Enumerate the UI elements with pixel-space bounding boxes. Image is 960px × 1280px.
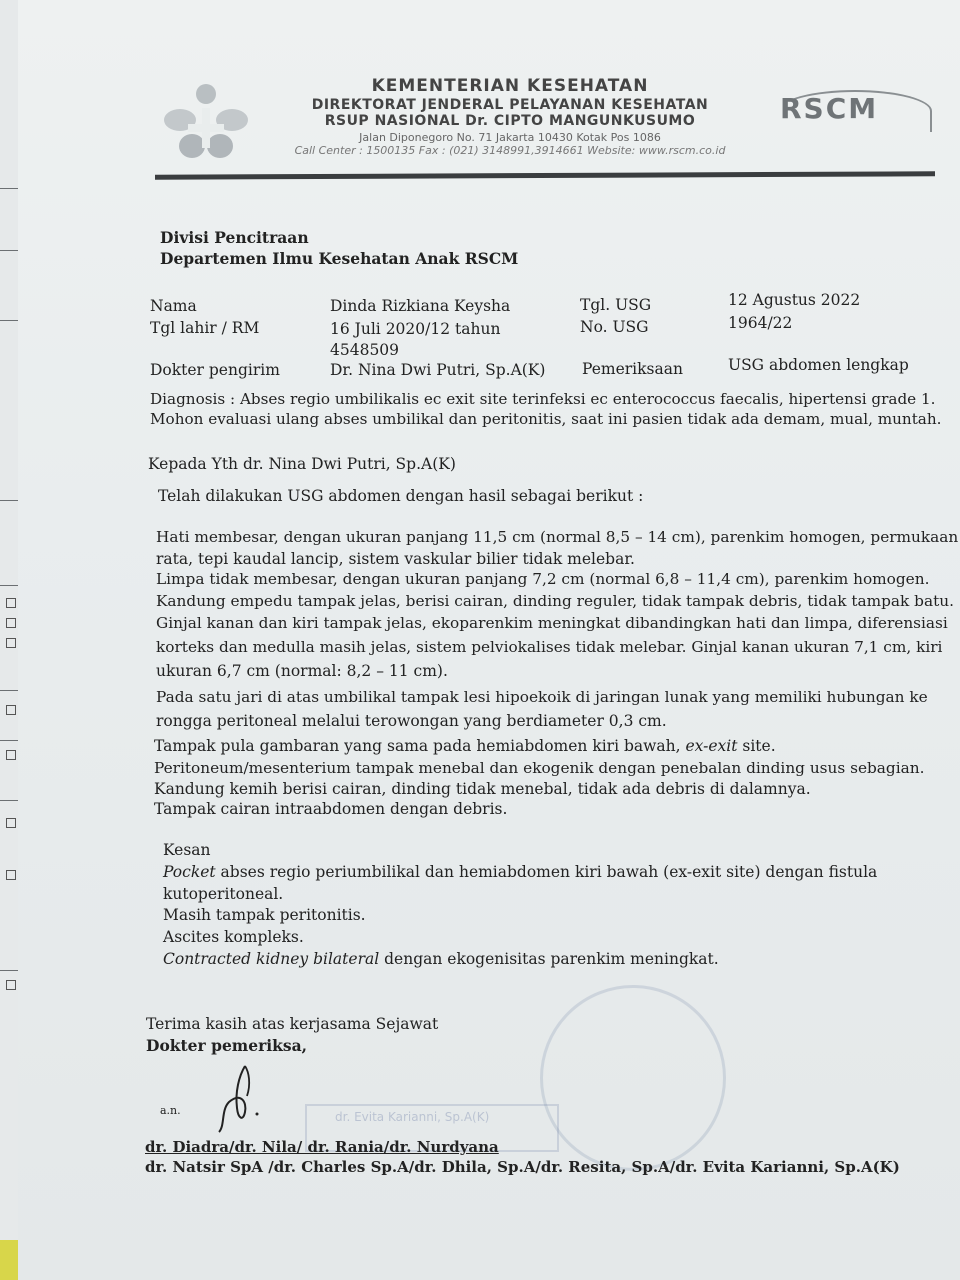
- kesan-title: Kesan: [163, 841, 211, 859]
- kesan-line: [163, 950, 719, 968]
- dokter-pengirim-label: Dokter pengirim: [150, 361, 280, 379]
- nama-label: Nama: [150, 297, 197, 315]
- thanks-text: Terima kasih atas kerjasama Sejawat: [146, 1015, 439, 1033]
- kesan-italic: Contracted kidney bilateral: [163, 950, 380, 968]
- finding-line: Kandung kemih berisi cairan, dinding tidak menebal, tidak ada debris di dalamnya.: [154, 780, 811, 798]
- finding-line: Limpa tidak membesar, dengan ukuran panjang 7,2 cm (normal 6,8 – 11,4 cm), parenkim homogen.: [156, 570, 930, 588]
- finding-text: Tampak pula gambaran yang sama pada hemiabdomen kiri bawah,: [154, 737, 686, 755]
- pemeriksaan-value: USG abdomen lengkap: [728, 356, 909, 374]
- diagnosis-line: Diagnosis : Abses regio umbilikalis ec exit site terinfeksi ec enterococcus faecalis, hipertensi grade 1.: [150, 390, 936, 408]
- finding-line: korteks dan medulla masih jelas, sistem pelviokalises tidak melebar. Ginjal kanan ukuran 7,1 cm, kiri: [156, 638, 943, 656]
- finding-line: rongga peritoneal melalui terowongan yang berdiameter 0,3 cm.: [156, 712, 667, 730]
- diagnosis-line: Mohon evaluasi ulang abses umbilikal dan peritonitis, saat ini pasien tidak ada demam, mual, muntah.: [150, 410, 942, 428]
- finding-line: Hati membesar, dengan ukuran panjang 11,5 cm (normal 8,5 – 14 cm), parenkim homogen, permukaan: [156, 528, 959, 546]
- official-stamp: [540, 985, 726, 1171]
- finding-line: Peritoneum/mesenterium tampak menebal dan ekogenik dengan penebalan dinding usus sebagian.: [154, 759, 925, 777]
- finding-text: site.: [737, 737, 776, 755]
- finding-line: [154, 737, 776, 755]
- hospital-name: RSUP NASIONAL Dr. CIPTO MANGUNKUSUMO: [324, 113, 696, 129]
- pemeriksaan-label: Pemeriksaan: [582, 360, 683, 378]
- finding-line: Pada satu jari di atas umbilikal tampak lesi hipoekoik di jaringan lunak yang memiliki hubungan ke: [156, 688, 928, 706]
- department-name: Departemen Ilmu Kesehatan Anak RSCM: [160, 249, 519, 268]
- kesan-line: Ascites kompleks.: [163, 928, 304, 946]
- hospital-address: Jalan Diponegoro No. 71 Jakarta 10430 Kotak Pos 1086: [359, 131, 661, 144]
- ministry-name: KEMENTERIAN KESEHATAN: [371, 76, 649, 96]
- kesan-text: dengan ekogenisitas parenkim meningkat.: [379, 950, 719, 968]
- no-usg-value: 1964/22: [728, 314, 793, 332]
- finding-line: rata, tepi kaudal lancip, sistem vaskular bilier tidak melebar.: [156, 550, 635, 568]
- tgl-usg-label: Tgl. USG: [580, 296, 652, 314]
- hospital-contact: Call Center : 1500135 Fax : (021) 3148991,3914661 Website: www.rscm.co.id: [294, 144, 726, 157]
- kesan-italic: Pocket: [163, 863, 216, 881]
- kesan-line: kutoperitoneal.: [163, 885, 284, 903]
- tgl-lahir-label: Tgl lahir / RM: [150, 319, 260, 337]
- kesan-line: [163, 863, 877, 881]
- signature-initials: a.n.: [160, 1104, 181, 1117]
- no-usg-label: No. USG: [580, 318, 649, 336]
- tgl-lahir-value: 16 Juli 2020/12 tahun: [330, 320, 501, 338]
- finding-line: ukuran 6,7 cm (normal: 8,2 – 11 cm).: [156, 662, 448, 680]
- stamp-text: dr. Evita Karianni, Sp.A(K): [335, 1110, 490, 1124]
- directorate-name: DIREKTORAT JENDERAL PELAYANAN KESEHATAN: [311, 97, 709, 113]
- signature-icon: [215, 1062, 275, 1134]
- letterhead: [250, 76, 770, 157]
- finding-line: Ginjal kanan dan kiri tampak jelas, ekoparenkim meningkat dibandingkan hati dan limpa, diferensiasi: [156, 614, 948, 632]
- rscm-logo: RSCM: [780, 92, 879, 125]
- dokter-pengirim-value: Dr. Nina Dwi Putri, Sp.A(K): [330, 361, 546, 379]
- division-name: Divisi Pencitraan: [160, 228, 309, 247]
- addressee: Kepada Yth dr. Nina Dwi Putri, Sp.A(K): [148, 455, 456, 473]
- tgl-usg-value: 12 Agustus 2022: [728, 291, 861, 309]
- kesan-text: abses regio periumbilikal dan hemiabdomen kiri bawah (ex-exit site) dengan fistula: [215, 863, 878, 881]
- intro-text: Telah dilakukan USG abdomen dengan hasil sebagai berikut :: [158, 487, 644, 505]
- finding-line: Kandung empedu tampak jelas, berisi cairan, dinding reguler, tidak tampak debris, tidak tampak batu.: [156, 592, 954, 610]
- consultant-names: dr. Natsir SpA /dr. Charles Sp.A/dr. Dhila, Sp.A/dr. Resita, Sp.A/dr. Evita Karianni, Sp.A(K): [145, 1158, 900, 1176]
- rm-value: 4548509: [330, 341, 400, 359]
- nama-value: Dinda Rizkiana Keysha: [330, 297, 511, 315]
- finding-line: Tampak cairan intraabdomen dengan debris.: [154, 800, 508, 818]
- kesan-line: Masih tampak peritonitis.: [163, 906, 366, 924]
- ministry-logo-icon: [158, 82, 254, 164]
- finding-italic: ex-exit: [685, 737, 738, 755]
- resident-names: dr. Diadra/dr. Nila/ dr. Rania/dr. Nurdyana: [145, 1138, 499, 1156]
- examiner-label: Dokter pemeriksa,: [146, 1036, 308, 1055]
